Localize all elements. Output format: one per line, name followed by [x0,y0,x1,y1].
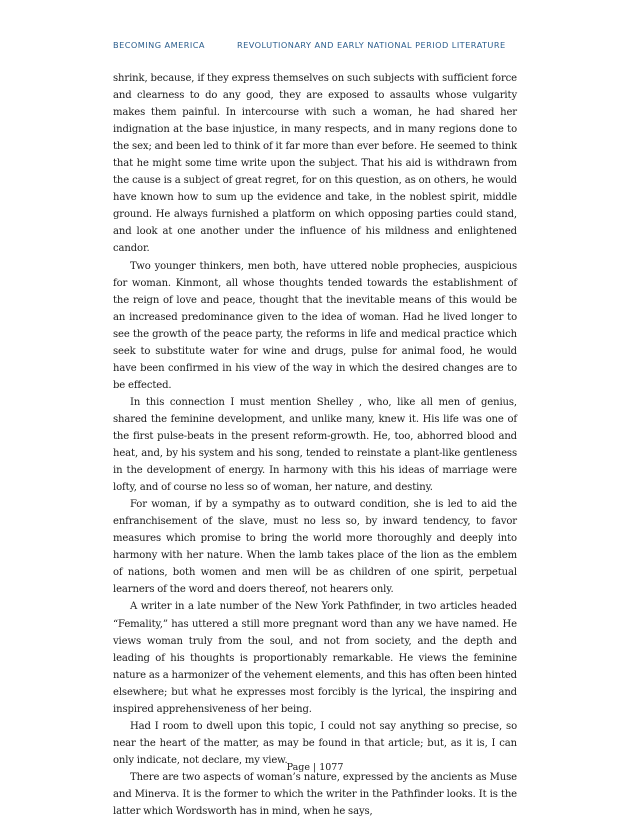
header-section-title: REVOLUTIONARY AND EARLY NATIONAL PERIOD LITERATURE [236,40,506,50]
running-header [113,40,533,50]
paragraph: For woman, if by a sympathy as to outward condition, she is led to aid the enfranchisement of the slave, must no less so, by inward tendency, to favor measures which promise to bring the world more thoroughly and deeply into harmony with her nature. When the lamb takes place of the lion as the emblem of nations, both women and men will be as children of one spirit, perpetual learners of the word and doers thereof, not hearers only. [113,499,517,596]
paragraph: There are two aspects of woman’s nature, expressed by the ancients as Muse and Minerva. It is the former to which the writer in the Pathfinder looks. It is the latter which Wordsworth has in mind, when he says, [113,771,517,818]
header-book-title: BECOMING AMERICA [113,40,205,50]
body-text [113,70,517,820]
paragraph: In this connection I must mention Shelley , who, like all men of genius, shared the feminine development, and unlike many, knew it. His life was one of the first pulse-beats in the present reform-growth. He, too, abhorred blood and heat, and, by his system and his song, tended to reinstate a plant-like gentleness in the development of energy. In harmony with this his ideas of marriage were lofty, and of course no less so of woman, her nature, and destiny. [113,396,517,494]
paragraph: A writer in a late number of the New York Pathfinder, in two articles headed “Femality,” has uttered a still more pregnant word than any we have named. He views woman truly from the soul, and not from society, and the depth and leading of his thoughts is proportionably remarkable. He views the feminine nature as a harmonizer of the vehement elements, and this has often been hinted elsewhere; but what he expresses most forcibly is the lyrical, the inspiring and inspired apprehensiveness of her being. [113,601,517,715]
paragraph: shrink, because, if they express themselves on such subjects with sufficient force and clearness to do any good, they are exposed to assaults whose vulgarity makes them painful. In intercourse with such a woman, he had shared her indignation at the base injustice, in many respects, and in many regions done to the sex; and been led to think of it far more than ever before. He seemed to think that he might some time write upon the subject. That his aid is withdrawn from the cause is a subject of great regret, for on this question, as on others, he would have known how to sum up the evidence and take, in the noblest spirit, middle ground. He always furnished a platform on which opposing parties could stand, and look at one another under the influence of his mildness and enlightened candor. [113,73,517,255]
paragraph: Had I room to dwell upon this topic, I could not say anything so precise, so near the heart of the matter, as may be found in that article; but, as it is, I can only indicate, not declare, my view. [113,720,517,766]
page-number: Page | 1077 [286,762,344,773]
paragraph: Two younger thinkers, men both, have uttered noble prophecies, auspicious for woman. Kinmont, all whose thoughts tended towards the establishment of the reign of love and peace, thought that the inevitable means of this would be an increased predominance given to the idea of woman. Had he lived longer to see the growth of the peace party, the reforms in life and medical practice which seek to substitute water for wine and drugs, pulse for animal food, he would have been confirmed in his view of the way in which the desired changes are to be effected. [113,260,517,391]
